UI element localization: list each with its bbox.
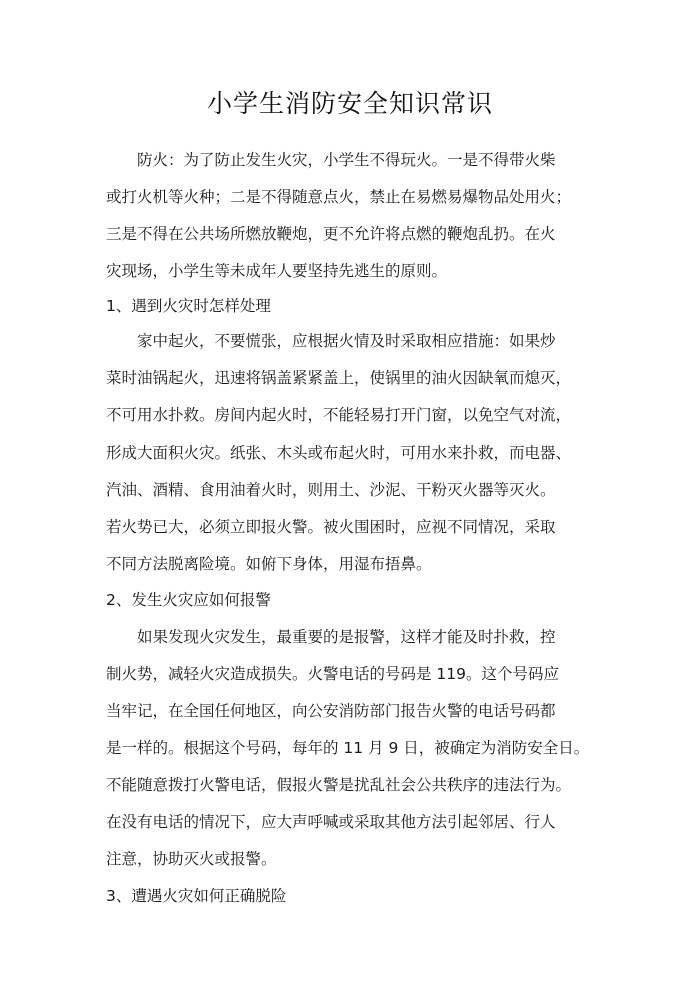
intro-line: 三是不得在公共场所燃放鞭炮，更不允许将点燃的鞭炮乱扔。在火 [106,225,556,243]
document-title: 小学生消防安全知识常识 [206,89,493,118]
section-line: 不同方法脱离险境。如俯下身体，用湿布捂鼻。 [106,555,432,573]
section-line: 如果发现火灾发生，最重要的是报警，这样才能及时扑救，控 [137,628,556,646]
section-line: 不能随意拨打火警电话，假报火警是扰乱社会公共秩序的违法行为。 [106,776,572,794]
section-line: 不可用水扑救。房间内起火时，不能轻易打开门窗，以免空气对流， [106,406,572,424]
intro-line: 防火：为了防止发生火灾，小学生不得玩火。一是不得带火柴 [137,151,556,169]
intro-line: 或打火机等火种；二是不得随意点火，禁止在易燃易爆物品处用火； [106,188,572,206]
section-line: 当牢记，在全国任何地区，向公安消防部门报告火警的电话号码都 [106,702,556,720]
section-line: 注意，协助灭火或报警。 [106,850,277,868]
section-heading: 3、遭遇火灾如何正确脱险 [106,887,287,905]
section-line: 在没有电话的情况下，应大声呼喊或采取其他方法引起邻居、行人 [106,813,556,831]
section-line: 若火势已大，必须立即报火警。被火围困时，应视不同情况，采取 [106,518,556,536]
section-line: 形成大面积火灾。纸张、木头或布起火时，可用水来扑救，而电器、 [106,444,572,462]
section-line: 菜时油锅起火，迅速将锅盖紧紧盖上，使锅里的油火因缺氧而熄灭， [106,369,572,387]
section-line: 制火势，减轻火灾造成损失。火警电话的号码是 119。这个号码应 [106,665,560,683]
section-line: 汽油、酒精、食用油着火时，则用土、沙泥、干粉灭火器等灭火。 [106,481,556,499]
section-heading: 1、遇到火灾时怎样处理 [106,297,271,315]
section-heading: 2、发生火灾应如何报警 [106,591,271,609]
section-line: 是一样的。根据这个号码，每年的 11 月 9 日，被确定为消防安全日。 [106,739,590,757]
intro-line: 灾现场，小学生等未成年人要坚持先逃生的原则。 [106,262,448,280]
section-line: 家中起火，不要慌张，应根据火情及时采取相应措施：如果炒 [137,332,556,350]
